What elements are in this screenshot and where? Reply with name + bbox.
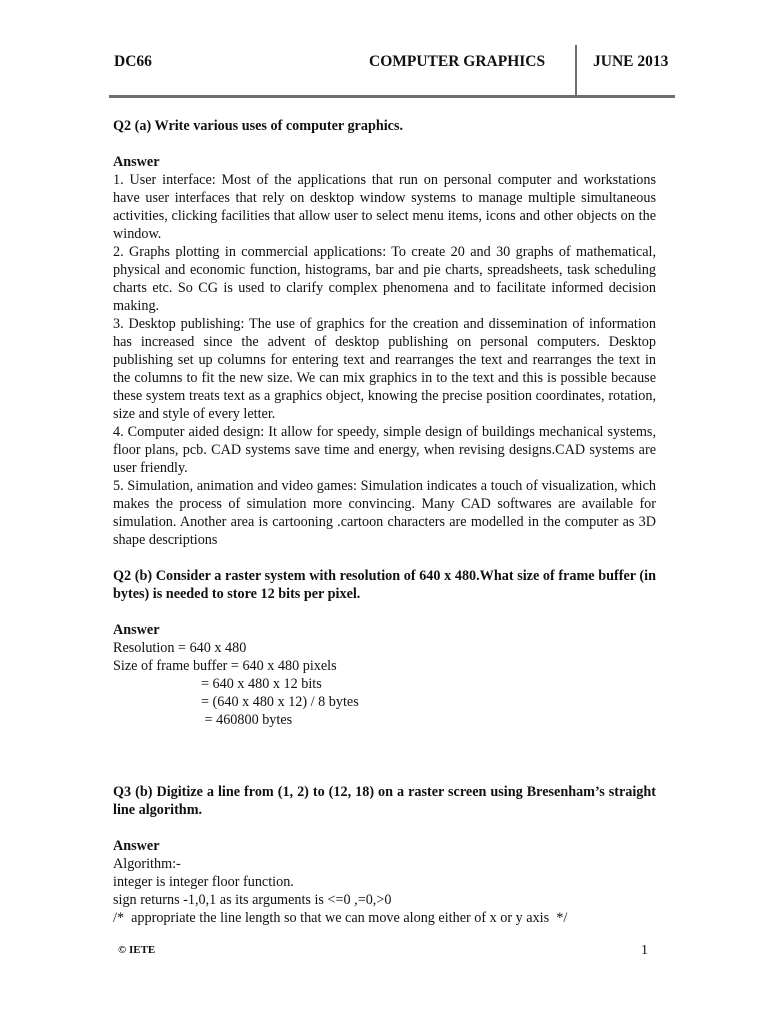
calc-line: = (640 x 480 x 12) / 8 bytes — [201, 694, 359, 710]
algorithm-line: Algorithm:- — [113, 856, 181, 872]
page-header — [0, 0, 768, 100]
calc-line: Resolution = 640 x 480 — [113, 640, 247, 656]
answer-point: 4. Computer aided design: It allow for speedy, simple design of buildings mechanical systems, floor plans, pcb. CAD systems save time and energy, when revising designs.CAD systems are user friendly. — [113, 424, 656, 476]
answer-point: 1. User interface: Most of the applications that run on personal computer and workstations have user interfaces that rely on desktop window systems to manage multiple simultaneous activities, clicking facilities that allow user to select menu items, icons and other objects on the window. — [113, 172, 656, 242]
copyright-notice: © IETE — [118, 944, 156, 956]
page-content — [113, 117, 656, 927]
exam-date: JUNE 2013 — [593, 53, 669, 70]
header-divider-horizontal — [109, 95, 675, 98]
course-code: DC66 — [114, 53, 152, 70]
calc-line: = 460800 bytes — [201, 712, 293, 728]
header-divider-vertical — [575, 45, 577, 95]
answer-heading-q2a: Answer — [113, 154, 160, 170]
question-q3b: Q3 (b) Digitize a line from (1, 2) to (12, 18) on a raster screen using Bresenham’s straight line algorithm. — [113, 784, 656, 818]
algorithm-line: integer is integer floor function. — [113, 874, 294, 890]
calc-line: Size of frame buffer = 640 x 480 pixels — [113, 658, 337, 674]
answer-point: 2. Graphs plotting in commercial applications: To create 20 and 30 graphs of mathematical, physical and economic function, histograms, bar and pie charts, spreadsheets, task scheduling charts etc. So CG is used to clarify complex phenomena and to facilitate informed decision making. — [113, 244, 656, 314]
page-number: 1 — [641, 943, 648, 958]
answer-heading-q2b: Answer — [113, 622, 160, 638]
algorithm-line: /* appropriate the line length so that we can move along either of x or y axis */ — [113, 910, 568, 926]
algorithm-line: sign returns -1,0,1 as its arguments is <=0 ,=0,>0 — [113, 892, 392, 908]
answer-point: 5. Simulation, animation and video games: Simulation indicates a touch of visualization, which makes the process of simulation more convincing. Many CAD softwares are available for simulation. Another area is cartooning .cartoon characters are modelled in the computer as 3D shape descriptions — [113, 478, 656, 548]
calc-line: = 640 x 480 x 12 bits — [201, 676, 322, 692]
answer-heading-q3b: Answer — [113, 838, 160, 854]
course-title: COMPUTER GRAPHICS — [369, 53, 546, 70]
answer-point: 3. Desktop publishing: The use of graphics for the creation and dissemination of information has increased since the advent of desktop publishing on personal computers. Desktop publishing set up columns for entering text and rearranges the text and rearranges the text in the columns to fit the new size. We can mix graphics in to the text and this is possible because these system treats text as a graphics object, knowing the precise position coordinates, rotation, size and style of every letter. — [113, 316, 656, 422]
question-q2a: Q2 (a) Write various uses of computer graphics. — [113, 118, 404, 134]
question-q2b: Q2 (b) Consider a raster system with resolution of 640 x 480.What size of frame buffer (in bytes) is needed to store 12 bits per pixel. — [113, 568, 656, 602]
